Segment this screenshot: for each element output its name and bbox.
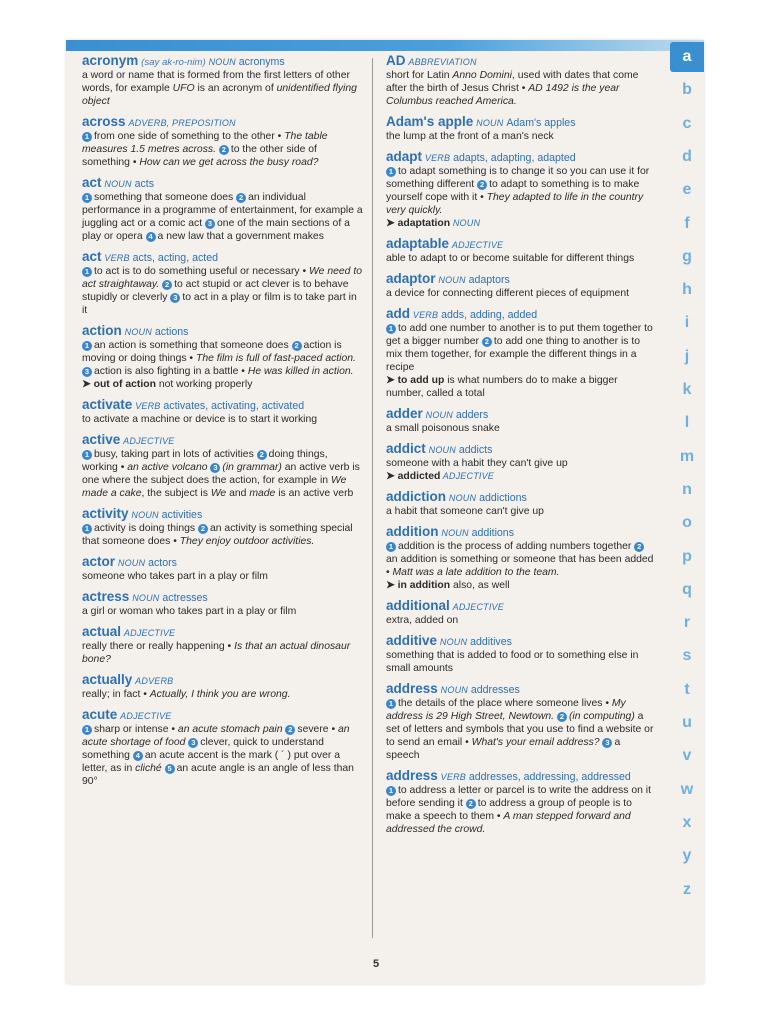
headword: activate [82,397,133,412]
definition-text: clever, quick to understand something [82,737,324,761]
sense-number: 2 [219,145,229,155]
letter-tab-w: w [680,780,694,798]
sense-number: 1 [386,699,396,709]
dictionary-entry [386,634,654,675]
word-forms: acts, acting, acted [132,252,218,264]
dictionary-entry [386,54,654,108]
headword: across [82,114,126,129]
left-column [82,54,364,795]
sense-number: 1 [82,524,92,534]
dictionary-entry [386,599,654,627]
part-of-speech: NOUN [124,327,152,337]
letter-tab-q: q [682,580,692,598]
phrase-definition: ADJECTIVE [440,471,495,481]
headword: additive [386,633,438,648]
sense-number: 4 [133,751,143,761]
headword: actor [82,554,116,569]
definition-text: doing things, working • [82,449,328,473]
letter-tab-o: o [682,514,692,532]
letter-tab-l: l [684,414,690,432]
letter-tab-c: c [682,114,692,132]
sense-number: 2 [557,712,567,722]
part-of-speech: VERB [424,153,451,163]
definition-text: able to adapt to or become suitable for different things [386,253,635,264]
definition-text: busy, taking part in lots of activities [94,449,257,460]
letter-tab-n: n [682,480,692,498]
part-of-speech: ADVERB [135,676,174,686]
dictionary-entry [386,682,654,762]
example-text: We [210,488,227,499]
example-text: He was killed in action. [247,366,354,377]
definition-text: a speech [386,737,621,761]
definition-text: to activate a machine or device is to start it working [82,414,318,425]
letter-tab-p: p [682,547,692,565]
example-text: A man stepped forward and addressed the crowd. [386,811,631,835]
headword: Adam's apple [386,114,474,129]
definition-text: to act in a play or film is to take part in it [82,292,357,316]
definition-text: a device for connecting different pieces of equipment [386,288,629,299]
definition-text: a small poisonous snake [386,423,500,434]
word-forms: addicts [458,444,493,456]
headword: adder [386,406,423,421]
headword: actual [82,624,122,639]
sense-number: 2 [466,799,476,809]
part-of-speech: NOUN [438,275,466,285]
definition-text: is an acronym of [194,83,277,94]
part-of-speech: NOUN [104,179,132,189]
phrase-definition: is what numbers do to make a bigger number, called a total [386,375,618,399]
arrow-icon: ➤ [386,471,398,482]
letter-tab-b: b [682,81,692,99]
example-text: We made a cake [82,475,347,499]
sense-number: 1 [386,167,396,177]
dictionary-entry [386,769,654,836]
arrow-icon: ➤ [82,379,94,390]
headword: adaptor [386,271,436,286]
word-forms: activates, activating, activated [163,400,305,412]
part-of-speech: VERB [135,401,161,411]
word-forms: additives [470,636,512,648]
definition-text: something that is added to food or to something else in small amounts [386,650,639,674]
letter-tab-i: i [684,314,690,332]
example-text: an active volcano [127,462,208,473]
sense-number: 2 [236,193,246,203]
sense-number: 2 [634,542,644,552]
dictionary-entry [82,555,364,583]
example-text: (in grammar) [222,462,282,473]
example-text: (in computing) [568,711,635,722]
definition-text: activity is doing things [94,523,198,534]
dictionary-entry [82,673,364,701]
part-of-speech: NOUN [441,528,469,538]
example-text: They enjoy outdoor activities. [179,536,315,547]
letter-tab-t: t [684,680,690,698]
sense-number: 1 [82,450,92,460]
example-text: Is that an actual dinosaur bone? [82,641,351,665]
word-forms: acronyms [238,56,285,68]
headword: address [386,768,438,783]
dictionary-entry [386,307,654,400]
dictionary-entry [82,433,364,500]
headword: add [386,306,411,321]
definition-text: to act stupid or act clever is to behave stupidly or cleverly [82,279,349,303]
word-forms: additions [471,527,514,539]
letter-tab-e: e [682,181,692,199]
example-text: UFO [172,83,195,94]
definition-text: , used with dates that come after the birth of Jesus Christ • [386,70,639,94]
phrase-headword: to add up [397,375,445,386]
sense-number: 2 [482,337,492,347]
arrow-icon: ➤ [386,218,398,229]
definition-text: something that someone does [94,192,237,203]
definition-text: , the subject is [141,488,211,499]
arrow-icon: ➤ [386,580,398,591]
definition-text: someone who takes part in a play or film [82,571,268,582]
word-forms: acts [134,178,155,190]
dictionary-entry [386,237,654,265]
definition-text: an addition is something or someone that has been added • [386,554,654,578]
part-of-speech: NOUN [440,685,468,695]
dictionary-entry [386,407,654,435]
definition-text: a girl or woman who takes part in a play or film [82,606,297,617]
dictionary-entry [386,442,654,483]
example-text: They adapted to life in the country very quickly. [386,192,644,216]
part-of-speech: NOUN [117,558,146,568]
sense-number: 3 [188,738,198,748]
letter-tab-j: j [684,347,690,365]
dictionary-entry [386,490,654,518]
word-forms: addictions [479,492,527,504]
sense-number: 5 [165,764,175,774]
definition-text: the lump at the front of a man's neck [386,131,554,142]
dictionary-entry [386,115,654,143]
headword: addict [386,441,426,456]
column-divider [372,58,373,938]
definition-text: to the other side of something • [82,144,317,168]
word-forms: adaptors [468,274,510,286]
part-of-speech: NOUN [476,118,504,128]
example-text: an acute stomach pain [177,724,283,735]
definition-text: and [226,488,250,499]
phrase-headword: addicted [397,471,441,482]
letter-tab-h: h [682,281,692,299]
word-forms: adders [455,409,489,421]
example-text: What's your email address? [471,737,600,748]
phrase-headword: out of action [93,379,156,390]
sense-number: 2 [477,180,487,190]
sense-number: 1 [82,267,92,277]
phrase-definition: not working properly [155,379,253,390]
phrase-definition: also, as well [450,580,510,591]
sense-number: 3 [205,219,215,229]
letter-tab-y: y [682,847,692,865]
part-of-speech: ADJECTIVE [123,628,176,638]
word-forms: actions [154,326,189,338]
definition-text: an acute accent is the mark ( ´ ) put over a letter, as in [82,750,341,774]
part-of-speech: NOUN [131,510,159,520]
example-text: My address is 29 High Street, Newtown. [386,698,626,722]
part-of-speech: VERB [440,772,466,782]
definition-text: the details of the place where someone lives • [398,698,612,709]
sense-number: 2 [162,280,172,290]
letter-tab-s: s [682,647,692,665]
dictionary-page [66,40,704,984]
definition-text: from one side of something to the other • [94,131,285,142]
example-text: cliché [135,763,162,774]
example-text: Anno Domini [452,70,512,81]
sense-number: 3 [170,293,180,303]
word-forms: actresses [162,592,208,604]
example-text: The film is full of fast-paced action. [195,353,356,364]
phrase-headword: in addition [397,580,451,591]
definition-text: an active verb is one where the subject does the action, for example in [82,462,360,486]
headword: adapt [386,149,423,164]
definition-text: to act is to do something useful or necessary • [94,266,310,277]
headword: actress [82,589,130,604]
page-header-bar [66,40,704,51]
definition-text: one of the main sections of a play or opera [82,218,350,242]
headword: addition [386,524,439,539]
definition-text: addition is the process of adding numbers together [398,541,635,552]
sense-number: 1 [82,341,92,351]
definition-text: really there or really happening • [82,641,235,652]
letter-tab-z: z [683,880,691,898]
headword: address [386,681,438,696]
dictionary-entry [82,625,364,666]
letter-tab-f: f [684,214,690,232]
dictionary-entry [386,150,654,230]
definition-text: short for Latin [386,70,453,81]
headword: AD [386,53,406,68]
sense-number: 1 [82,132,92,142]
definition-text: severe • [297,724,338,735]
dictionary-entry [82,115,364,169]
dictionary-entry [82,324,364,391]
example-text: We need to act straightaway. [82,266,362,290]
phrase-headword: adaptation [397,218,451,229]
headword: acute [82,707,118,722]
part-of-speech: NOUN [132,593,160,603]
word-forms: activities [161,509,203,521]
letter-tab-r: r [683,614,691,632]
sense-number: 3 [82,367,92,377]
example-text: How can we get across the busy road? [139,157,319,168]
word-forms: addresses, addressing, addressed [468,771,631,783]
word-forms: addresses [470,684,520,696]
sense-number: 2 [198,524,208,534]
example-text: The table measures 1.5 metres across. [82,131,328,155]
definition-text: to add one thing to another is to mix them together, for example the different things in a recipe [386,336,641,373]
sense-number: 1 [386,542,396,552]
example-text: an acute shortage of food [82,724,350,748]
phrase [386,217,654,230]
dictionary-entry [82,590,364,618]
headword: activity [82,506,129,521]
phrase [386,374,654,400]
definition-text: is an active verb [275,488,354,499]
dictionary-entry [82,708,364,788]
definition-text: to adapt something is to change it so you can use it for something different [386,166,650,190]
word-forms: actors [148,557,177,569]
definition-text: a habit that someone can't give up [386,506,544,517]
part-of-speech: ABBREVIATION [408,57,477,67]
headword: addiction [386,489,446,504]
part-of-speech: ADJECTIVE [123,436,175,446]
headword: act [82,249,102,264]
definition-text: to address a letter or parcel is to write the address on it before sending it [386,785,651,809]
dictionary-entry [82,176,364,243]
headword: actually [82,672,133,687]
phrase [82,378,364,391]
letter-tab-x: x [682,813,692,831]
letter-tab-g: g [682,247,692,265]
headword: acronym [82,53,139,68]
dictionary-entry [82,250,364,317]
definition-text: an acute angle is an angle of less than 90° [82,763,354,787]
definition-text: a word or name that is formed from the first letters of other words, for example [82,70,350,94]
definition-text: sharp or intense • [94,724,178,735]
letter-tab-m: m [679,447,695,465]
right-column [386,54,654,843]
letter-tab-v: v [682,747,692,765]
phrase [386,579,654,592]
part-of-speech: ADJECTIVE [451,240,504,250]
example-text: Actually, I think you are wrong. [149,689,291,700]
definition-text: to adapt to something is to make yourself cope with it • [386,179,640,203]
sense-number: 1 [82,725,92,735]
example-text: Matt was a late addition to the team. [392,567,560,578]
part-of-speech: NOUN [448,493,477,503]
letter-tab-d: d [682,147,692,165]
letter-tab-a: a [670,42,704,72]
sense-number: 3 [210,463,220,473]
dictionary-entry [82,54,364,108]
definition-text: a set of letters and symbols that you use to find a website or to send an email • [386,711,654,748]
dictionary-entry [82,398,364,426]
part-of-speech: ADJECTIVE [120,711,172,721]
example-text: made [249,488,276,499]
arrow-icon: ➤ [386,375,398,386]
part-of-speech: VERB [412,310,439,320]
headword: adaptable [386,236,450,251]
definition-text: an action is something that someone does [94,340,292,351]
dictionary-entry [82,507,364,548]
headword: act [82,175,102,190]
definition-text: action is moving or doing things • [82,340,342,364]
definition-text: an individual performance in a programme of entertainment, for example a juggling act or a comic act [82,192,363,229]
headword: additional [386,598,450,613]
sense-number: 2 [285,725,295,735]
word-forms: adapts, adapting, adapted [453,152,576,164]
definition-text: an activity is something special that someone does • [82,523,353,547]
definition-text: extra, added on [386,615,459,626]
sense-number: 3 [602,738,612,748]
dictionary-entry [386,525,654,592]
definition-text: really; in fact • [82,689,150,700]
definition-text: action is also fighting in a battle • [94,366,248,377]
part-of-speech: VERB [104,253,130,263]
definition-text: to address a group of people is to make a speech to them • [386,798,632,822]
pronunciation: (say ak-ro-nim) [141,57,206,68]
headword: active [82,432,121,447]
page-number: 5 [372,958,380,970]
sense-number: 1 [386,324,396,334]
sense-number: 1 [82,193,92,203]
letter-tab-u: u [682,714,692,731]
part-of-speech: NOUN [425,410,453,420]
phrase-definition: NOUN [450,218,481,228]
definition-text: a new law that a government makes [157,231,324,242]
phrase [386,470,654,483]
alphabet-index-tabs [670,40,704,984]
sense-number: 2 [292,341,302,351]
headword: action [82,323,122,338]
part-of-speech: NOUN [428,445,456,455]
sense-number: 4 [146,232,156,242]
definition-text: someone with a habit they can't give up [386,458,568,469]
part-of-speech: ADVERB, PREPOSITION [128,118,236,128]
word-forms: Adam's apples [506,117,576,129]
letter-tab-k: k [682,381,692,398]
dictionary-entry [386,272,654,300]
sense-number: 2 [257,450,267,460]
sense-number: 1 [386,786,396,796]
definition-text: to add one number to another is to put them together to get a bigger number [386,323,653,347]
example-text: AD 1492 is the year Columbus reached America. [386,83,620,107]
example-text: unidentified flying object [82,83,357,107]
part-of-speech: NOUN [439,637,468,647]
part-of-speech: ADJECTIVE [452,602,504,612]
part-of-speech: NOUN [208,57,236,67]
word-forms: adds, adding, added [441,309,538,321]
